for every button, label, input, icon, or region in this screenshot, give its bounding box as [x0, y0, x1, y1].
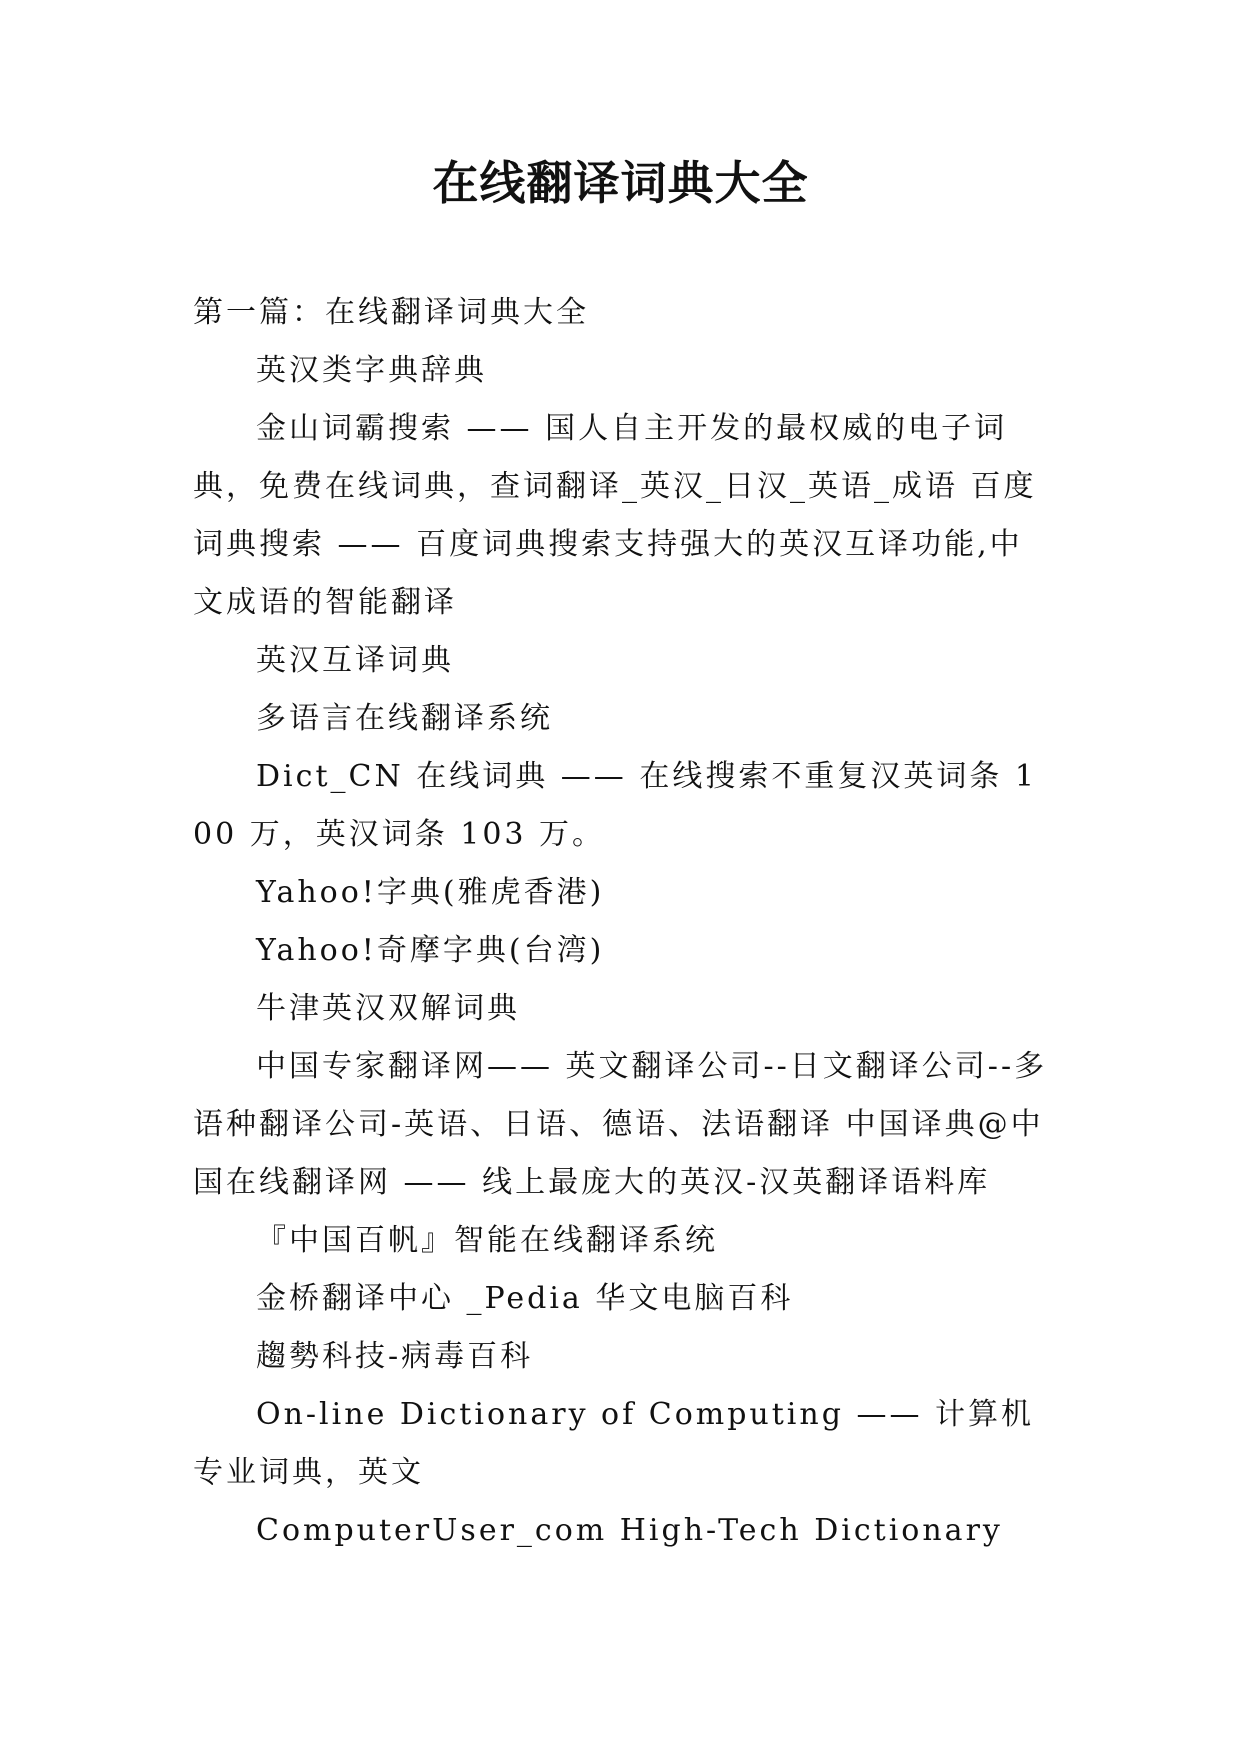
paragraph-entry: 英汉互译词典	[256, 643, 454, 678]
paragraph-entry: 趨勢科技-病毒百科	[256, 1339, 534, 1374]
paragraph-entry: ComputerUser_com High-Tech Dictionary	[256, 1513, 1003, 1548]
paragraph-category: 英汉类字典辞典	[256, 353, 487, 388]
document-body	[193, 284, 1055, 1560]
paragraph-entry: 多语言在线翻译系统	[256, 701, 553, 736]
page-title: 在线翻译词典大全	[432, 156, 809, 210]
paragraph-entry: On-line Dictionary of Computing —— 计算机专业词典，英文	[193, 1397, 1034, 1490]
paragraph-entry: 牛津英汉双解词典	[256, 991, 520, 1026]
paragraph-entry: Yahoo!字典(雅虎香港)	[256, 875, 605, 910]
paragraph-section-heading: 第一篇：在线翻译词典大全	[193, 295, 589, 330]
paragraph-entry: Yahoo!奇摩字典(台湾)	[256, 933, 605, 968]
paragraph-entry: 金山词霸搜索 —— 国人自主开发的最权威的电子词典，免费在线词典，查词翻译_英汉_日汉_英语_成语 百度词典搜索 —— 百度词典搜索支持强大的英汉互译功能,中文成语的智能翻译	[193, 411, 1037, 620]
paragraph-entry: 金桥翻译中心 _Pedia 华文电脑百科	[256, 1281, 794, 1316]
paragraph-entry: Dict_CN 在线词典 —— 在线搜索不重复汉英词条 100 万，英汉词条 103 万。	[193, 759, 1037, 852]
paragraph-entry: 中国专家翻译网—— 英文翻译公司--日文翻译公司--多语种翻译公司-英语、日语、德语、法语翻译 中国译典@中国在线翻译网 —— 线上最庞大的英汉-汉英翻译语料库	[193, 1049, 1048, 1200]
paragraph-entry: 『中国百帆』智能在线翻译系统	[256, 1223, 718, 1258]
